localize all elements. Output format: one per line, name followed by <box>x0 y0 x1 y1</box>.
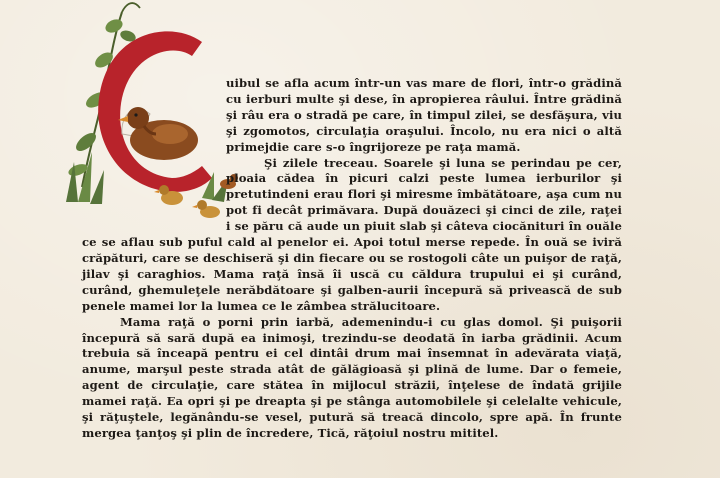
paragraph-2: Şi zilele treceau. Soarele şi luna se perindau pe cer, ploaia cădea în picuri calzi peste lumea ierburilor şi pretutindeni erau flori şi miresme îmbătătoare, aşa cum nu pot fi decât primăvara. După douăzeci şi cinci de zile, raţei i se păru că aude un piuit slab şi câteva ciocănituri în ouăle ce se aflau sub puful cald al penelor ei. Apoi totul merse repede. În ouă se iviră crăpături, care se deschiseră şi din fiecare ou se rostogoli câte un puişor de raţă, jilav şi caraghios. Mama raţă însă îi uscă cu căldura trupului ei şi curând, curând, ghemuleţele nerăbdătoare şi galben-aurii începură să privească de sub penele mamei lor la lumea ce le zâmbea strălucitoare. <box>82 155 622 313</box>
paragraph-1: uibul se afla acum într-un vas mare de flori, într-o grădină cu ierburi multe şi dese, în apropierea râului. Între grădină şi râu era o stradă pe care, în timpul zilei, se desfăşura, viu şi zgomotos, circulaţia oraşului. Încolo, nu era nici o altă primejdie care s-o îngrijoreze pe raţa mamă. <box>226 76 622 154</box>
story-text <box>82 76 622 442</box>
drop-cap-space <box>82 76 226 232</box>
paragraph-3: Mama raţă o porni prin iarbă, ademenindu-i cu glas domol. Şi puişorii începură să sară după ea inimoşi, trezindu-se deodată în iarba grădinii. Acum trebuia să înceapă pentru ei cel dintâi drum mai însemnat în adevărata viaţă, anume, marşul peste strada atât de gălăgioasă şi plină de lume. Dar o femeie, agent de circulaţie, care stătea în mijlocul străzii, înţelese de îndată grijile mamei raţă. Ea opri şi pe dreapta şi pe stânga automobilele şi celelalte vehicule, şi răţuştele, legănându-se vesel, putură să treacă dincolo, spre apă. În frunte mergea ţanţoş şi plin de încredere, Tică, răţoiul nostru mititel. <box>82 314 622 440</box>
